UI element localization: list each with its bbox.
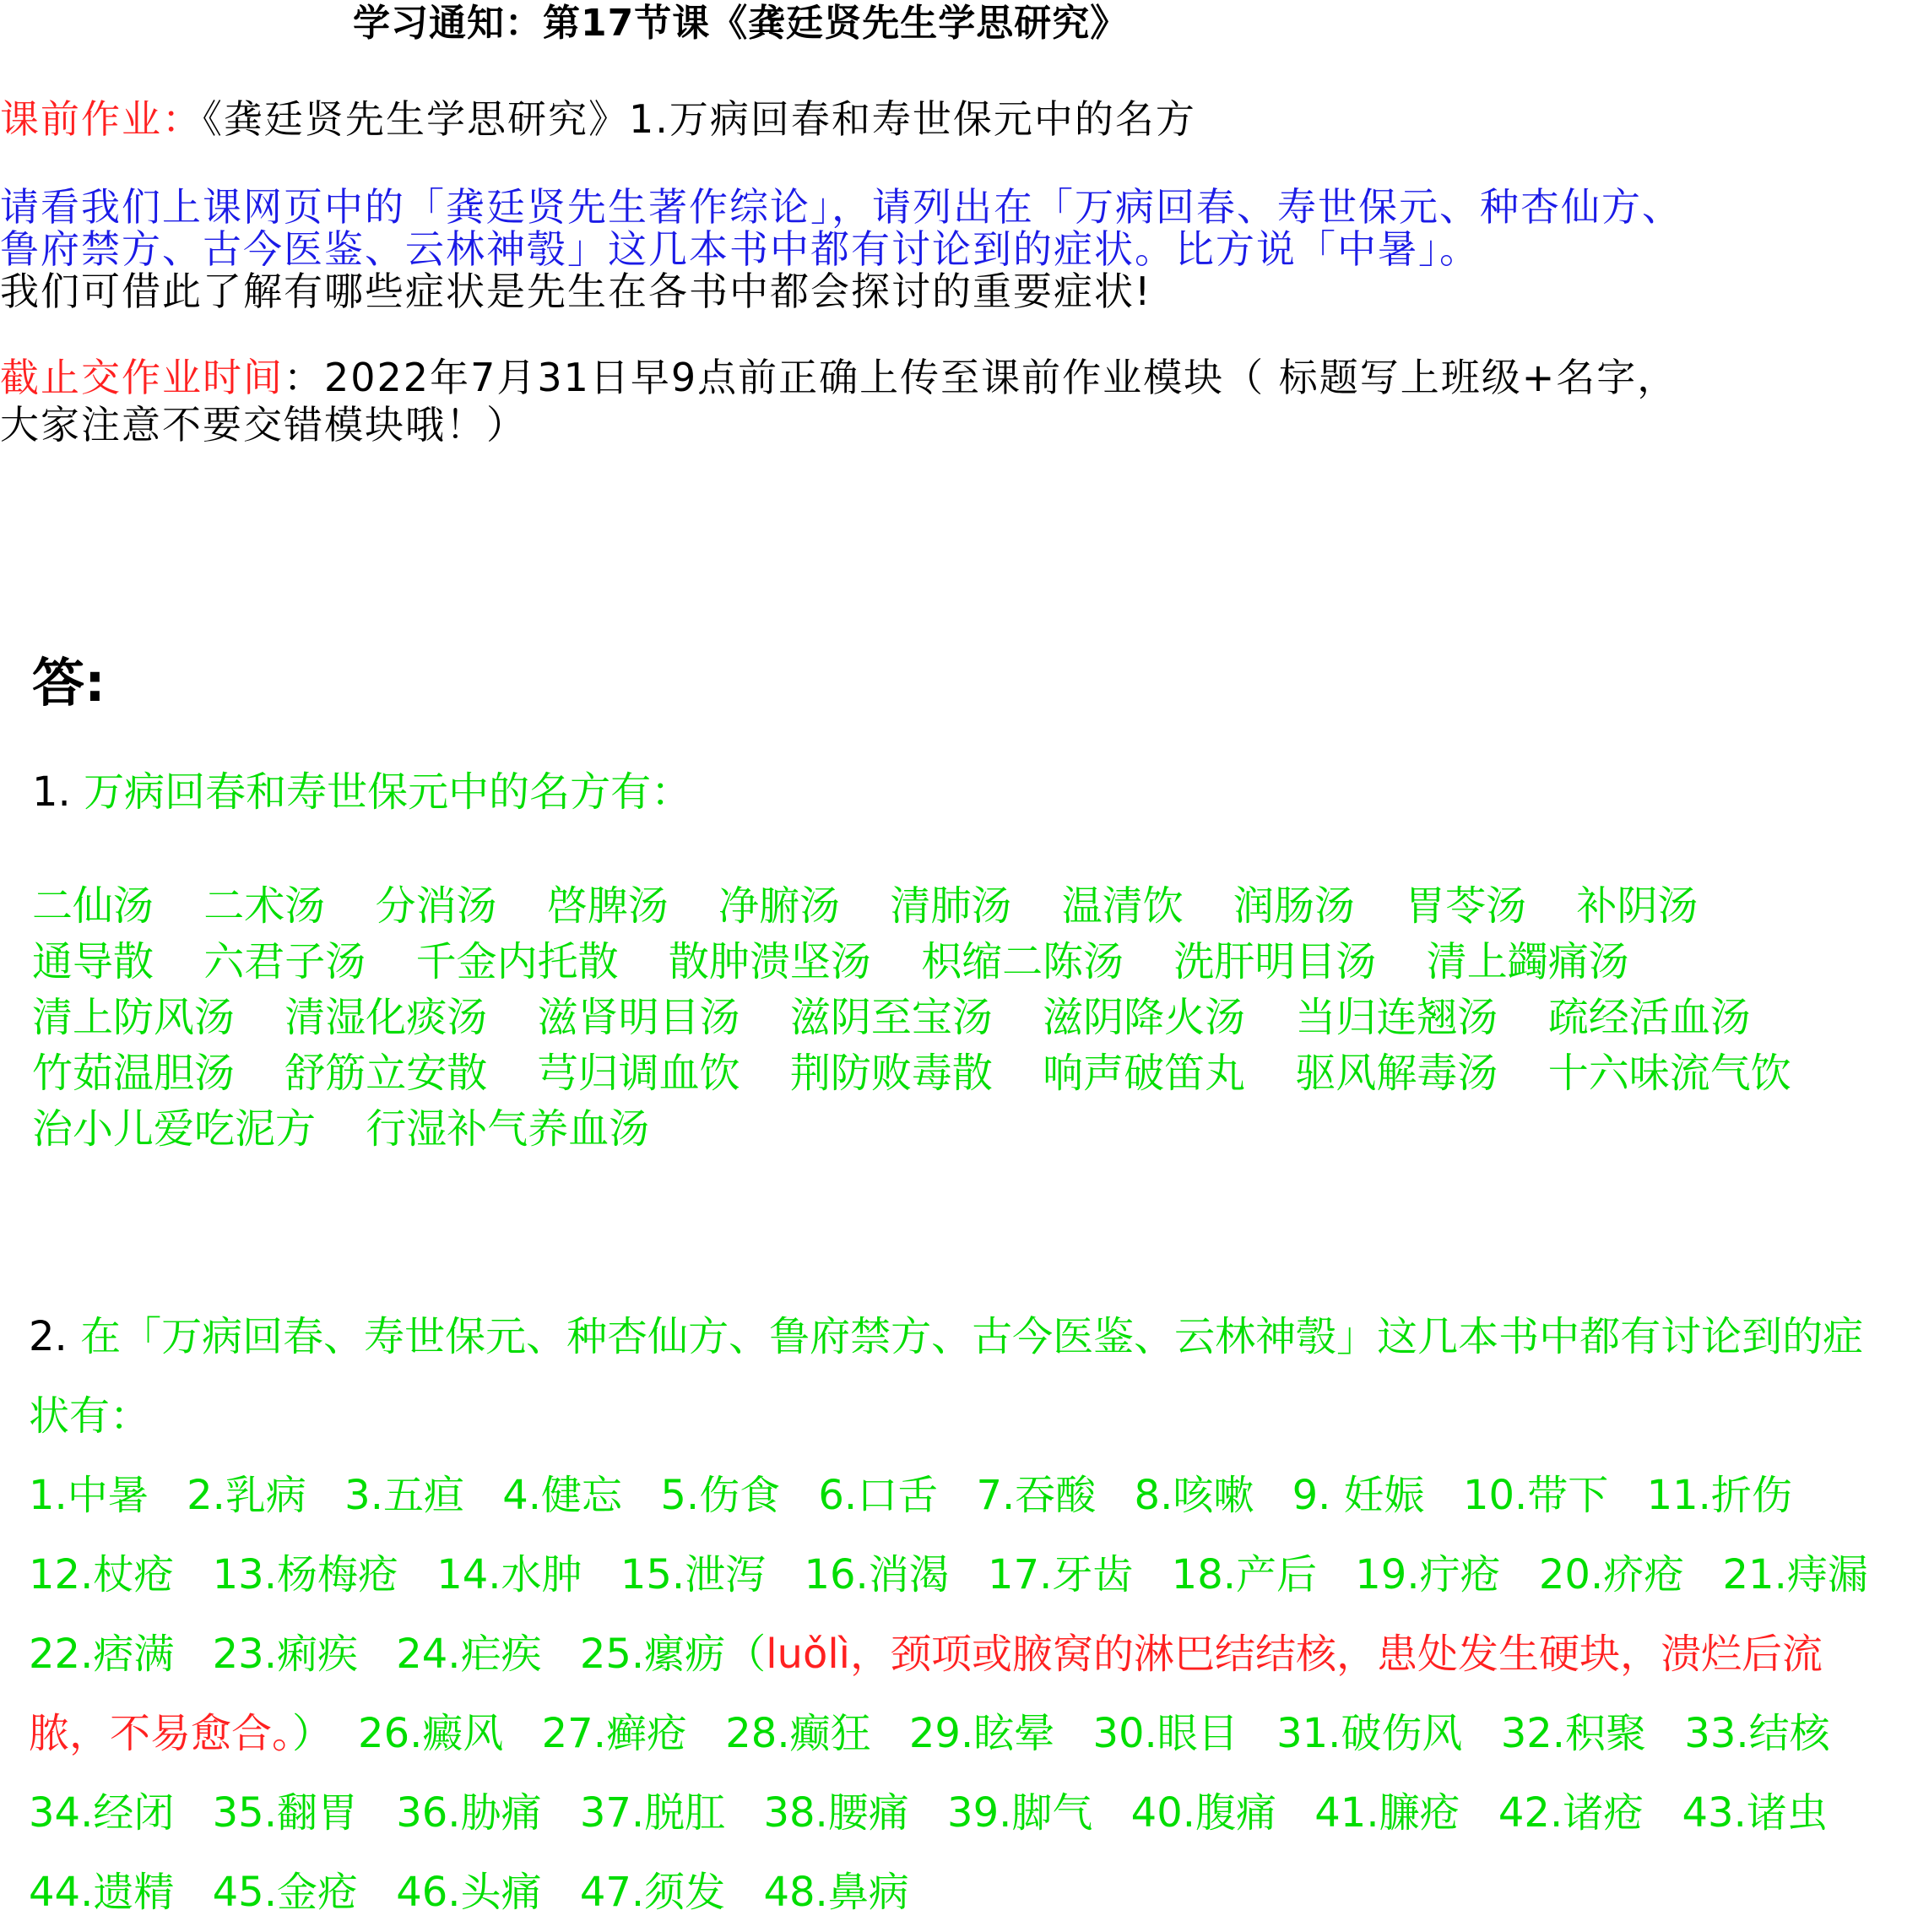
formula-item: 芎归调血饮 [537,1050,740,1097]
answer-heading: 答: [32,652,106,714]
symptom-item: 25.瘰疬 [579,1631,726,1678]
symptom-item: 33.结核 [1684,1710,1830,1757]
symptom-item: 47.须发 [579,1869,726,1916]
symptom-item: 3.五疸 [344,1472,464,1519]
note-close: ） [292,1710,333,1757]
formula-item: 清肺汤 [890,882,1012,930]
symptom-item: 46.头痛 [396,1869,542,1916]
formula-item: 二仙汤 [32,882,154,930]
deadline-line-1 [0,353,1918,402]
instruction-line-3: 我们可借此了解有哪些症状是先生在各书中都会探讨的重要症状! [0,269,1152,314]
symptom-item: 22.痞满 [29,1631,175,1678]
formula-item: 荆防败毒散 [789,1050,993,1097]
formula-item: 清上防风汤 [32,994,236,1041]
symptom-item: 32.积聚 [1500,1710,1647,1757]
symptom-item: 12.杖疮 [29,1551,175,1598]
formula-item: 通导散 [32,938,154,985]
formula-list [32,878,1889,1157]
formula-item: 六君子汤 [203,938,366,985]
formula-item: 驱风解毒汤 [1295,1050,1498,1097]
formula-item: 啓脾汤 [546,882,669,930]
formula-item: 竹茹温胆汤 [32,1050,236,1097]
symptom-item: 26.癜风 [358,1710,504,1757]
formula-item: 滋肾明目汤 [537,994,740,1041]
symptom-item: 30.眼目 [1092,1710,1238,1757]
symptom-item: 14.水肿 [436,1551,582,1598]
formula-item: 滋阴至宝汤 [789,994,993,1041]
formula-item: 疏经活血汤 [1547,994,1751,1041]
section1-number: 1. [32,768,71,816]
formula-item: 舒筋立安散 [284,1050,488,1097]
symptom-item: 6.口舌 [818,1472,939,1519]
symptom-item: 15.泄泻 [620,1551,767,1598]
symptom-item: 41.臁疮 [1314,1789,1460,1837]
formula-item: 胃苓汤 [1405,882,1527,930]
formula-item: 洗肝明目汤 [1173,938,1377,985]
symptom-item: 34.经闭 [29,1789,175,1837]
deadline-text-1: ：2022年7月31日早9点前正确上传至课前作业模块（ 标题写上班级+名字， [284,355,1678,400]
symptom-item: 8.咳嗽 [1134,1472,1254,1519]
formula-item: 温清饮 [1061,882,1184,930]
symptom-item: 1.中暑 [29,1472,149,1519]
formula-item: 净腑汤 [718,882,841,930]
symptom-item: 40.腹痛 [1130,1789,1276,1837]
symptom-item: 27.癣疮 [541,1710,687,1757]
symptom-item: 10.带下 [1462,1472,1609,1519]
symptom-item: 38.腰痛 [763,1789,909,1837]
symptom-item: 23.痢疾 [212,1631,358,1678]
symptom-item: 35.翻胃 [212,1789,358,1837]
symptom-item: 24.疟疾 [396,1631,542,1678]
homework-label: 课前作业： [0,96,203,142]
section2-title: 在「万病回春、寿世保元、种杏仙方、鲁府禁方、古今医鉴、云林神彀」这几本书中都有讨论到的症状有： [29,1313,1864,1440]
symptom-item: 45.金疮 [212,1869,358,1916]
symptom-item: 19.疔疮 [1355,1551,1501,1598]
section2-number: 2. [29,1313,68,1360]
symptom-item: 39.脚气 [947,1789,1093,1837]
section2 [29,1297,1894,1932]
formula-item: 散肿溃坚汤 [668,938,871,985]
symptom-item: 44.遗精 [29,1869,175,1916]
symptom-item: 31.破伤风 [1276,1710,1463,1757]
symptom-item: 43.诸虫 [1682,1789,1828,1837]
formula-item: 当归连翘汤 [1295,994,1498,1041]
section1-title: 万病回春和寿世保元中的名方有： [84,768,692,816]
instruction-line-1: 请看我们上课网页中的「龚廷贤先生著作综论」，请列出在「万病回春、寿世保元、种杏仙方、 [0,184,1682,230]
symptom-item: 16.消渴 [804,1551,950,1598]
symptom-item: 4.健忘 [502,1472,623,1519]
homework-text: 《龚廷贤先生学思研究》1.万病回春和寿世保元中的名方 [203,96,1196,142]
formula-item: 枳缩二陈汤 [921,938,1124,985]
symptom-item: 11.折伤 [1646,1472,1792,1519]
formula-item: 清湿化痰汤 [284,994,488,1041]
homework-line [0,95,1918,144]
formula-item: 二术汤 [203,882,326,930]
formula-item: 润肠汤 [1233,882,1355,930]
formula-item: 千金内托散 [415,938,619,985]
symptom-item: 21.痔漏 [1722,1551,1868,1598]
symptom-item: 7.吞酸 [976,1472,1097,1519]
symptom-item: 29.眩晕 [908,1710,1055,1757]
instruction-line-2: 鲁府禁方、古今医鉴、云林神彀」这几本书中都有讨论到的症状。比方说「中暑」。 [0,226,1480,272]
symptom-item: 48.鼻病 [763,1869,909,1916]
luoli-note: luǒlì，颈项或腋窝的淋巴结结核，患处发生硬块，溃烂后流脓，不易愈合。 [29,1631,1823,1757]
symptom-item: 2.乳病 [187,1472,306,1519]
symptom-item: 28.癫狂 [725,1710,871,1757]
formula-item: 清上蠲痛汤 [1426,938,1629,985]
page-title: 学习通知：第17节课《龚廷贤先生学思研究》 [353,2,1129,45]
formula-item: 行湿补气养血汤 [366,1105,650,1153]
symptom-item: 37.脱肛 [579,1789,726,1837]
symptom-item: 17.牙齿 [988,1551,1134,1598]
formula-item: 响声破笛丸 [1043,1050,1246,1097]
symptom-item: 13.杨梅疮 [212,1551,398,1598]
symptom-item: 5.伤食 [660,1472,781,1519]
symptom-item: 36.胁痛 [396,1789,542,1837]
formula-item: 分消汤 [375,882,497,930]
formula-item: 补阴汤 [1576,882,1699,930]
symptom-item: 18.产后 [1171,1551,1317,1598]
formula-item: 治小儿爱吃泥方 [32,1105,317,1153]
formula-item: 滋阴降火汤 [1043,994,1246,1041]
deadline-line-2: 大家注意不要交错模块哦！） [0,402,527,448]
symptom-item: 42.诸疮 [1498,1789,1644,1837]
symptom-item: 20.疥疮 [1538,1551,1685,1598]
symptom-item: 9. 妊娠 [1292,1472,1425,1519]
note-open: （ [725,1631,767,1678]
section1-heading [32,765,691,819]
deadline-label: 截止交作业时间 [0,355,284,400]
formula-item: 十六味流气饮 [1547,1050,1791,1097]
